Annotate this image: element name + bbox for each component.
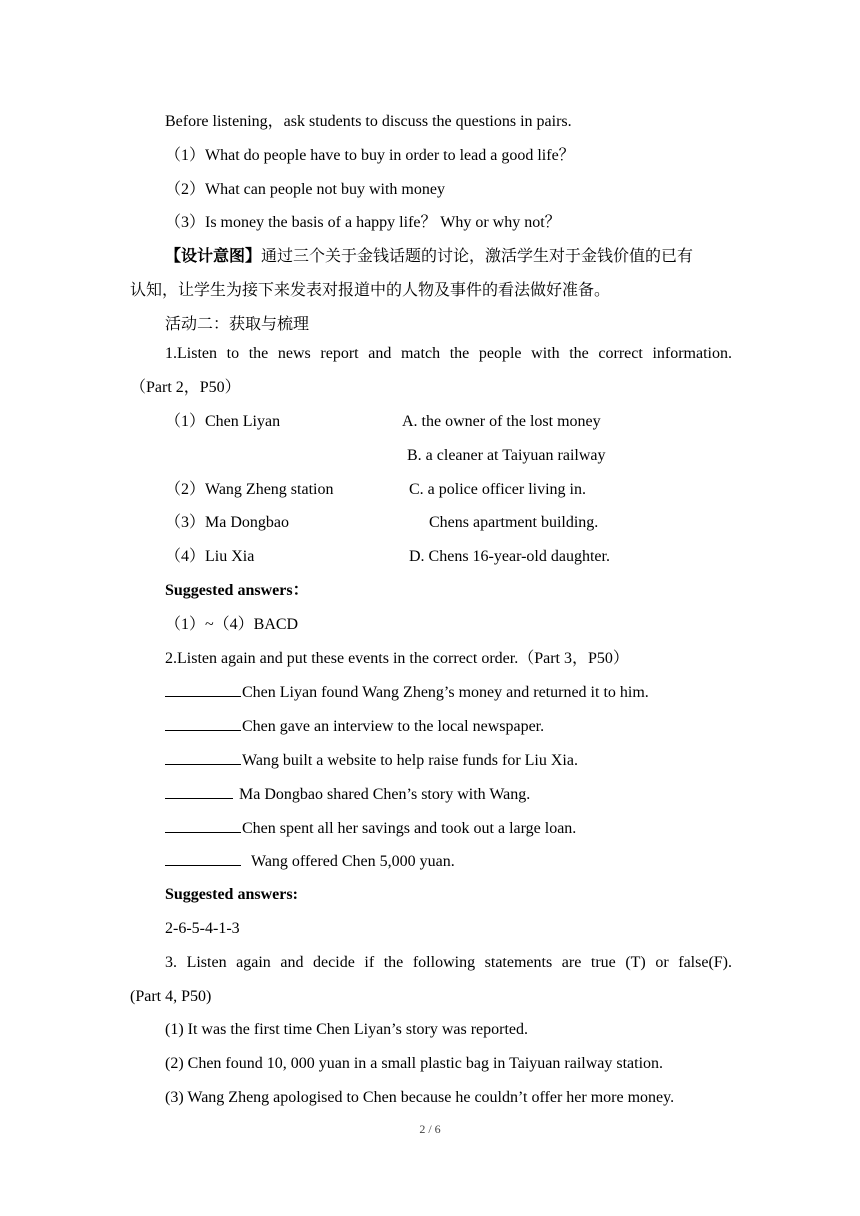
- event-text: Ma Dongbao shared Chen’s story with Wang.: [239, 786, 531, 803]
- person-1: （1）Chen Liyan: [165, 413, 281, 430]
- option-b: B. a cleaner at Taiyuan railway: [407, 447, 606, 464]
- task-1-answers: （1）~（4）BACD: [165, 616, 299, 633]
- event-3: [165, 750, 578, 771]
- event-text: Chen Liyan found Wang Zheng’s money and returned it to him.: [242, 684, 649, 701]
- activity-2-title: 活动二：获取与梳理: [165, 316, 310, 333]
- answer-blank: [165, 682, 241, 697]
- statement-1: (1) It was the first time Chen Liyan’s story was reported.: [165, 1021, 529, 1038]
- event-2: [165, 716, 544, 737]
- person-2: （2）Wang Zheng station: [165, 481, 334, 498]
- warmup-question-3: （3）Is money the basis of a happy life？ Why or why not？: [165, 214, 561, 231]
- design-intent-line-1: [165, 247, 693, 267]
- option-d: D. Chens 16-year-old daughter.: [409, 548, 610, 565]
- event-text: Wang offered Chen 5,000 yuan.: [251, 853, 455, 870]
- task-1-instruction: 1.Listen to the news report and match the people with the correct information.: [165, 345, 732, 362]
- event-text: Chen gave an interview to the local newspaper.: [242, 718, 545, 735]
- event-4: [165, 784, 530, 805]
- event-text: Wang built a website to help raise funds for Liu Xia.: [242, 752, 578, 769]
- option-a: A. the owner of the lost money: [402, 413, 601, 430]
- design-intent-text-1: 通过三个关于金钱话题的讨论，激活学生对于金钱价值的已有: [261, 248, 694, 265]
- answer-blank: [165, 716, 241, 731]
- option-c-continued: Chens apartment building.: [429, 514, 599, 531]
- answer-blank: [165, 851, 241, 866]
- statement-3: (3) Wang Zheng apologised to Chen because he couldn’t offer her more money.: [165, 1089, 675, 1106]
- task-1-reference: （Part 2，P50）: [130, 379, 241, 396]
- task-1-answers-label: Suggested answers：: [165, 582, 309, 599]
- answer-blank: [165, 750, 241, 765]
- design-intent-line-2: 认知，让学生为接下来发表对报道中的人物及事件的看法做好准备。: [130, 282, 611, 299]
- task-3-reference: (Part 4, P50): [130, 988, 212, 1005]
- event-text: Chen spent all her savings and took out a large loan.: [242, 820, 577, 837]
- task-2-answers-label: Suggested answers:: [165, 886, 298, 903]
- answer-blank: [165, 784, 233, 799]
- person-3: （3）Ma Dongbao: [165, 514, 289, 531]
- task-3-instruction: 3. Listen again and decide if the following statements are true (T) or false(F).: [165, 954, 732, 971]
- page-number: 2 / 6: [419, 1122, 441, 1136]
- event-1: [165, 682, 649, 703]
- task-2-answers: 2-6-5-4-1-3: [165, 920, 240, 937]
- answer-blank: [165, 818, 241, 833]
- person-4: （4）Liu Xia: [165, 548, 255, 565]
- option-c: C. a police officer living in.: [409, 481, 586, 498]
- warmup-question-2: （2）What can people not buy with money: [165, 181, 445, 198]
- event-5: [165, 818, 576, 839]
- task-2-instruction: 2.Listen again and put these events in the correct order.（Part 3，P50）: [165, 650, 629, 667]
- warmup-intro: Before listening，ask students to discuss the questions in pairs.: [165, 113, 572, 130]
- design-intent-label: 【设计意图】: [165, 248, 262, 265]
- statement-2: (2) Chen found 10, 000 yuan in a small plastic bag in Taiyuan railway station.: [165, 1055, 664, 1072]
- event-6: [165, 851, 455, 872]
- warmup-question-1: （1）What do people have to buy in order to lead a good life？: [165, 147, 575, 164]
